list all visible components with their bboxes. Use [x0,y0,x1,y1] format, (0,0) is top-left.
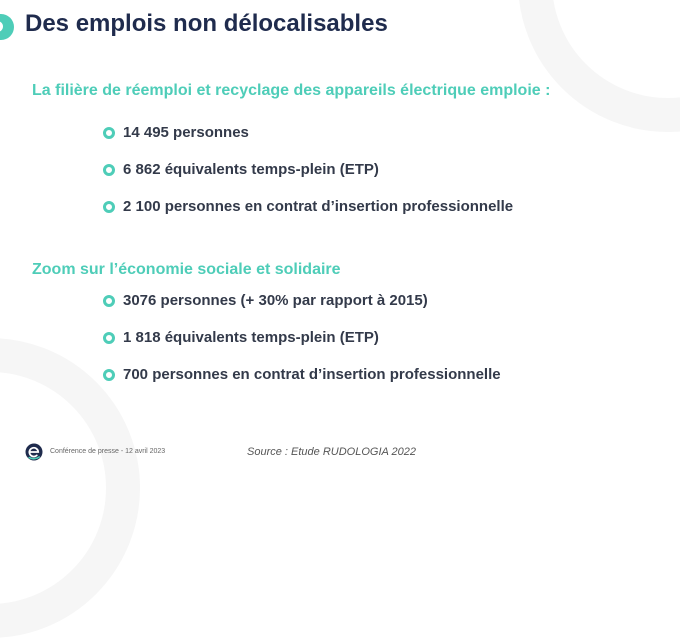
ring-bullet-icon [103,295,115,307]
ring-bullet-icon [103,332,115,344]
bullet-list-ess [103,292,501,403]
list-item [103,329,501,366]
bullet-list-filiere [103,124,513,235]
list-item [103,198,513,235]
list-item-text: 1 818 équivalents temps-plein (ETP) [123,329,379,346]
list-item-text: 6 862 équivalents temps-plein (ETP) [123,161,379,178]
ring-bullet-icon [103,201,115,213]
list-item-text: 14 495 personnes [123,124,249,141]
list-item [103,161,513,198]
list-item-text: 2 100 personnes en contrat d’insertion professionnelle [123,198,514,215]
list-item [103,124,513,161]
section-heading-filiere: La filière de réemploi et recyclage des appareils électrique emploie : [32,82,551,99]
page-title: Des emplois non délocalisables [25,10,388,37]
footer-event-text: Conférence de presse - 12 avril 2023 [50,448,166,455]
e-logo-icon [25,443,43,461]
ring-bullet-icon [103,369,115,381]
ring-bullet-icon [103,127,115,139]
list-item-text: 3076 personnes (+ 30% par rapport à 2015) [123,292,428,309]
list-item-text: 700 personnes en contrat d’insertion professionnelle [123,366,501,383]
list-item [103,292,501,329]
ring-bullet-icon [103,164,115,176]
title-circle-icon [0,14,14,40]
section-heading-ess: Zoom sur l’économie sociale et solidaire [32,261,341,278]
list-item [103,366,501,403]
source-citation: Source : Etude RUDOLOGIA 2022 [247,446,416,458]
decorative-ring-top-right [518,0,680,132]
